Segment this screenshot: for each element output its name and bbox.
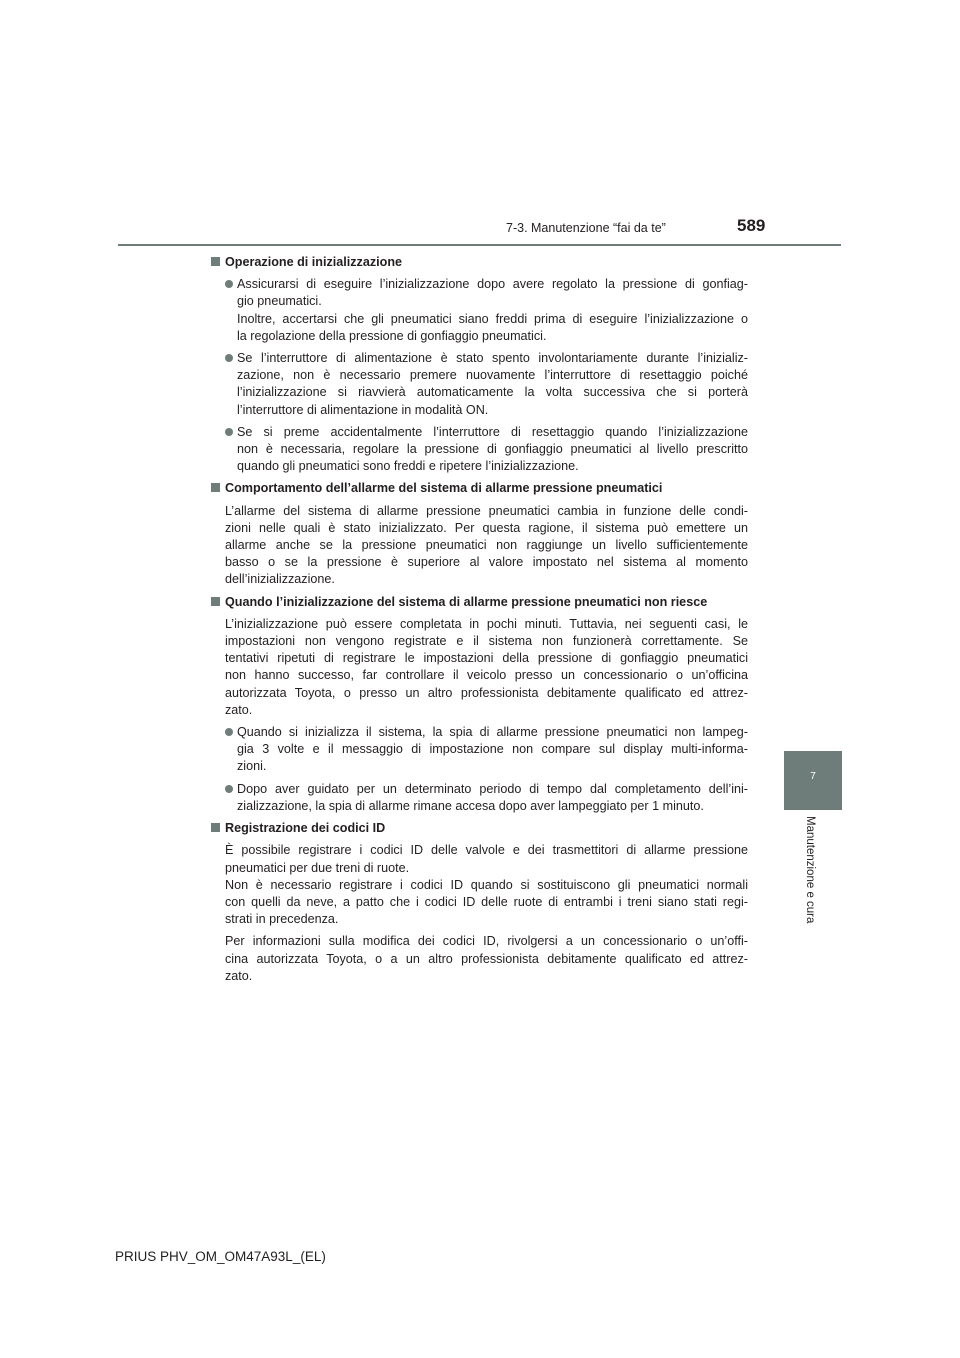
text-line: non hanno successo, far controllare il veicolo presso un concessionario o un’officina <box>225 668 748 683</box>
text-line: zato. <box>225 702 253 717</box>
circle-bullet-icon <box>225 728 233 736</box>
circle-bullet-icon <box>225 354 233 362</box>
text-line: Per informazioni sulla modifica dei codici ID, rivolgersi a un concessionario o un’offi- <box>225 934 748 949</box>
text-line: impostazioni non vengono registrate e il sistema non funzionerà correttamente. Se <box>225 634 748 649</box>
text-line: la regolazione della pressione di gonfiaggio pneumatici. <box>237 328 547 343</box>
list-item <box>210 724 748 776</box>
text-line: non è necessaria, regolare la pressione di gonfiaggio pneumatici al livello prescritto <box>237 442 748 457</box>
section-heading <box>210 480 748 497</box>
text-line: dell’inizializzazione. <box>225 572 335 587</box>
text-line: Se si preme accidentalmente l’interruttore di resettaggio quando l’inizializzazione <box>237 424 748 439</box>
text-line: Quando si inizializza il sistema, la spia di allarme pressione pneumatici non lampeg- <box>237 725 748 740</box>
list-item <box>210 350 748 419</box>
text-line: zato. <box>225 968 253 983</box>
section-heading <box>210 254 748 271</box>
circle-bullet-icon <box>225 428 233 436</box>
heading-text: Operazione di inizializzazione <box>225 255 403 269</box>
text-line: basso o se la pressione è superiore al valore impostato nel sistema al momento <box>225 555 748 570</box>
circle-bullet-icon <box>225 280 233 288</box>
text-line: gia 3 volte e il messaggio di impostazione non compare sul display multi-informa- <box>237 742 748 757</box>
text-line: zioni. <box>237 759 267 774</box>
square-bullet-icon <box>211 257 220 266</box>
text-line: zioni nelle quali è stato inizializzato. Per questa ragione, il sistema può emettere un <box>225 520 748 535</box>
list-item <box>210 781 748 815</box>
page-number: 589 <box>737 216 766 235</box>
page-content <box>210 254 748 990</box>
heading-text: Registrazione dei codici ID <box>225 821 386 836</box>
paragraph <box>210 842 748 928</box>
text-line: l’interruttore di alimentazione in modalità ON. <box>237 402 489 417</box>
text-line: pneumatici per due treni di ruote. <box>225 860 410 875</box>
square-bullet-icon <box>211 823 220 832</box>
text-line: L’allarme del sistema di allarme pressione pneumatici cambia in funzione delle condi- <box>225 503 748 518</box>
text-line: autorizzata Toyota, o presso un altro professionista debitamente qualificato ed attrez- <box>225 685 748 700</box>
text-line: È possibile registrare i codici ID delle valvole e dei trasmettitori di allarme pressione <box>225 843 748 858</box>
text-line: tentativi ripetuti di registrare le impostazioni della pressione di gonfiaggio pneumatici <box>225 651 748 666</box>
paragraph <box>210 933 748 985</box>
text-line: Se l’interruttore di alimentazione è stato spento involontariamente durante l’inizializ- <box>237 351 748 366</box>
text-line: zazione, non è necessario premere nuovamente l’interruttore di resettaggio poiché <box>237 368 748 383</box>
circle-bullet-icon <box>225 785 233 793</box>
chapter-tab <box>784 751 842 810</box>
text-line: Non è necessario registrare i codici ID quando si sostituiscono gli pneumatici normali <box>225 877 748 892</box>
text-line: gio pneumatici. <box>237 294 322 309</box>
text-line: zializzazione, la spia di allarme rimane accesa dopo aver lampeggiato per 1 minuto. <box>237 798 704 813</box>
paragraph <box>210 503 748 589</box>
document-id: PRIUS PHV_OM_OM47A93L_(EL) <box>115 1249 326 1264</box>
text-line: Assicurarsi di eseguire l’inizializzazione dopo avere regolato la pressione di gonfiag- <box>237 277 748 292</box>
section-heading <box>210 594 748 611</box>
section-title: 7-3. Manutenzione “fai da te” <box>506 221 666 235</box>
text-line: allarme anche se la pressione pneumatici non raggiunge un livello sufficientemente <box>225 538 748 553</box>
square-bullet-icon <box>211 597 220 606</box>
text-line: quando gli pneumatici sono freddi e ripetere l’inizializzazione. <box>237 459 579 474</box>
text-line: strati in precedenza. <box>225 912 339 927</box>
list-item <box>210 276 748 345</box>
square-bullet-icon <box>211 483 220 492</box>
heading-text: Quando l’inizializzazione del sistema di allarme pressione pneumatici non riesce <box>225 594 708 609</box>
chapter-number: 7 <box>810 771 816 782</box>
text-line: cina autorizzata Toyota, o a un altro professionista debitamente qualificato ed attrez- <box>225 951 748 966</box>
text-line: L’inizializzazione può essere completata in pochi minuti. Tuttavia, nei seguenti casi, le <box>225 616 748 631</box>
text-line: con quelli da neve, a patto che i codici ID delle ruote di entrambi i treni siano stati regi- <box>225 894 748 909</box>
header-divider <box>118 244 841 246</box>
heading-text: Comportamento dell’allarme del sistema di allarme pressione pneumatici <box>225 481 663 496</box>
text-line: Dopo aver guidato per un determinato periodo di tempo dal completamento dell’ini- <box>237 781 748 796</box>
text-line: l’inizializzazione si riavvierà automaticamente la volta successiva che si porterà <box>237 385 748 400</box>
paragraph <box>210 616 748 719</box>
text-line: Inoltre, accertarsi che gli pneumatici siano freddi prima di eseguire l’inizializzazione o <box>237 311 748 326</box>
section-heading <box>210 820 748 837</box>
list-item <box>210 424 748 476</box>
chapter-label: Manutenzione e cura <box>804 816 816 924</box>
